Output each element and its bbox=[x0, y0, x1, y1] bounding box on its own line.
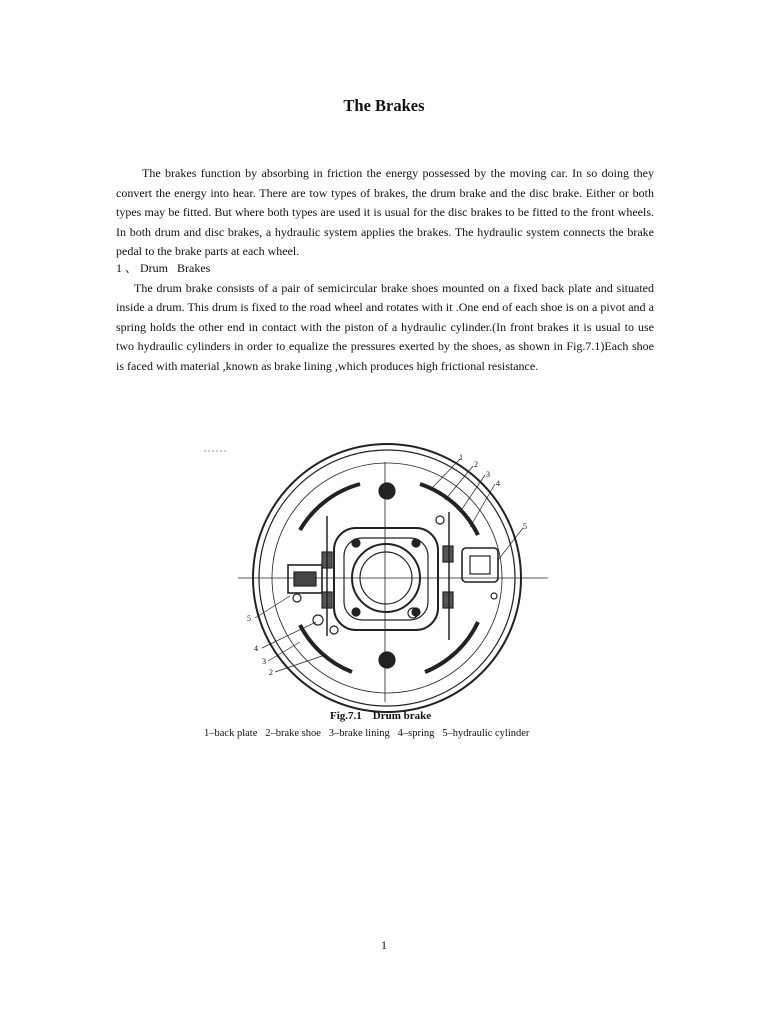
drum-brake-diagram bbox=[198, 442, 594, 752]
intro-block bbox=[116, 164, 654, 262]
page-number: 1 bbox=[381, 938, 387, 952]
drum-brake-paragraph: The drum brake consists of a pair of semicircular brake shoes mounted on a fixed back plate and situated inside a drum. This drum is fixed to the road wheel and rotates with it .One end of each shoe is on a pivot and a spring holds the other end in contact with the piston of a hydraulic cylinder.(In front brakes it is usual to use two hydraulic cylinders in order to equalize the pressures exerted by the shoes, as shown in Fig.7.1)Each shoe is faced with material ,known as brake lining ,which produces high frictional resistance. bbox=[116, 280, 654, 373]
intro-paragraph: The brakes function by absorbing in friction the energy possessed by the moving car. In so doing they convert the energy into hear. There are tow types of brakes, the drum brake and the disc brake. Either or both types may be fitted. But where both types are used it is usual for the disc brakes to be fitted to the front wheels. In both drum and disc brakes, a hydraulic system applies the brakes. The hydraulic system connects the brake pedal to the brake parts at each wheel. bbox=[116, 166, 654, 259]
figure-caption-legend: 1–back plate 2–brake shoe 3–brake lining 4–spring 5–hydraulic cylinder bbox=[204, 728, 530, 739]
figure-caption-title: Fig.7.1 Drum brake bbox=[330, 710, 432, 722]
callout-label: 2 bbox=[269, 668, 273, 677]
callout-label: 5 bbox=[523, 522, 527, 531]
page-title: The Brakes bbox=[343, 96, 425, 115]
drum-brake-section bbox=[116, 259, 654, 377]
callout-label: 4 bbox=[496, 479, 500, 488]
callout-label: 3 bbox=[262, 657, 266, 666]
callout-label: 2 bbox=[474, 460, 478, 469]
section-heading: 1 、 Drum Brakes bbox=[116, 261, 211, 275]
callout-label: 3 bbox=[486, 470, 490, 479]
callout-label: 4 bbox=[254, 644, 258, 653]
callout-label: 1 bbox=[459, 453, 463, 462]
callout-label: 5 bbox=[247, 614, 251, 623]
